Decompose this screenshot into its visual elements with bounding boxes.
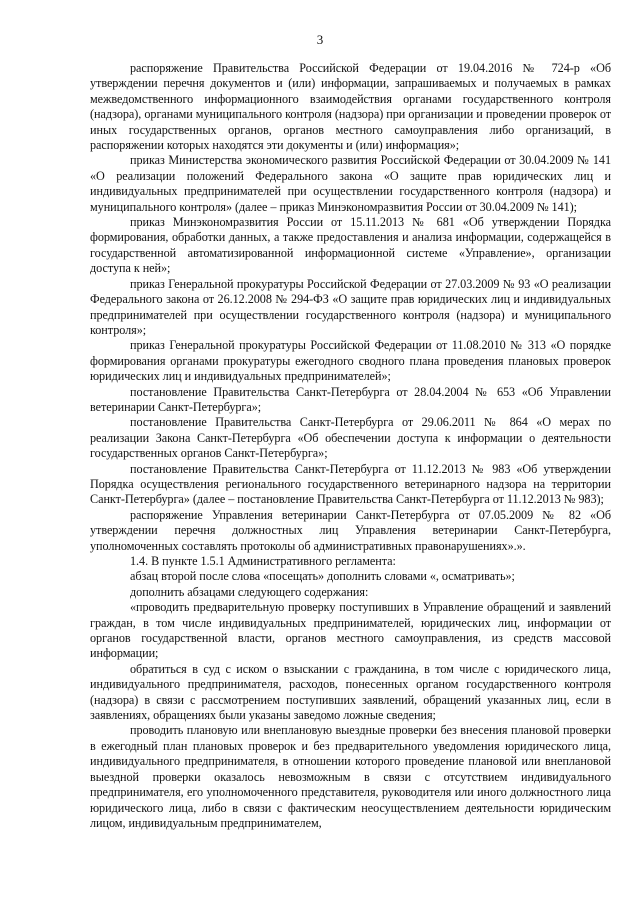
paragraph-predvaritelnaya-proverka: «проводить предварительную проверку поступивших в Управление обращений и заявлений граждан, в том числе индивидуальных предпринимателей, юридических лиц, информации от органов государственной власти, органов местного самоуправления, из средств массовой информации; (90, 600, 611, 661)
paragraph-prikaz-141: приказ Министерства экономического развития Российской Федерации от 30.04.2009 № 141 «О реализации положений Федерального закона «О защите прав юридических лиц и индивидуальных предпринимателей при осуществлении государственного контроля (надзора) и муниципального контроля» (далее – приказ Минэкономразвития России от 30.04.2009 № 141); (90, 153, 611, 214)
paragraph-dopolnit: дополнить абзацами следующего содержания: (130, 584, 369, 599)
document-body (90, 61, 611, 831)
paragraph-postanovlenie-983: постановление Правительства Санкт-Петербурга от 11.12.2013 № 983 «Об утверждении Порядка осуществления регионального государственного ветеринарного надзора на территории Санкт-Петербурга» (далее – постановление Правительства Санкт-Петербурга от 11.12.2013 № 983); (90, 461, 611, 507)
paragraph-prikaz-313: приказ Генеральной прокуратуры Российской Федерации от 11.08.2010 № 313 «О порядке формирования органами прокуратуры ежегодного сводного плана проведения плановых проверок юридических лиц и индивидуальных предпринимателей»; (90, 338, 611, 384)
paragraph-postanovlenie-864: постановление Правительства Санкт-Петербурга от 29.06.2011 № 864 «О мерах по реализации Закона Санкт-Петербурга «Об обеспечении доступа к информации о деятельности государственных органов Санкт-Петербурга»; (90, 415, 611, 461)
paragraph-prikaz-681: приказ Минэкономразвития России от 15.11.2013 № 681 «Об утверждении Порядка формирования, обработки данных, а также предоставления и анализа информации, содержащейся в государственной автоматизированной информационной системе «Управление», организации доступа к ней»; (90, 215, 611, 276)
paragraph-abzac-vtoroy: абзац второй после слова «посещать» дополнить словами «, осматривать»; (130, 569, 515, 584)
paragraph-postanovlenie-653: постановление Правительства Санкт-Петербурга от 28.04.2004 № 653 «Об Управлении ветеринарии Санкт-Петербурга»; (90, 384, 611, 414)
paragraph-rasporyazhenie-724: распоряжение Правительства Российской Федерации от 19.04.2016 № 724-р «Об утверждении перечня документов и (или) информации, запрашиваемых и получаемых в рамках межведомственного информационного взаимодействия органами государственного контроля (надзора), органами муниципального контроля (надзора) при организации и проведении проверок от иных государственных органов, органов местного самоуправления либо организаций, в распоряжении которых находятся эти документы и (или) информация»; (90, 61, 611, 153)
paragraph-prikaz-93: приказ Генеральной прокуратуры Российской Федерации от 27.03.2009 № 93 «О реализации Федерального закона от 26.12.2008 № 294-ФЗ «О защите прав юридических лиц и индивидуальных предпринимателей при осуществлении государственного контроля (надзора) и муниципального контроля»; (90, 276, 611, 337)
page-number: 3 (316, 32, 324, 47)
paragraph-item-1-4: 1.4. В пункте 1.5.1 Административного регламента: (130, 554, 396, 568)
paragraph-provodit-proverki: проводить плановую или внеплановую выездные проверки без внесения плановой проверки в ежегодный план плановых проверок и без предварительного уведомления юридического лица, индивидуального предпринимателя, в отношении которого проведение плановой или внеплановой выездной проверки оказалось невозможным в связи с отсутствием индивидуального предпринимателя, его уполномоченного представителя, руководителя или иного должностного лица юридического лица, либо в связи с фактическим неосуществлением деятельности юридическим лицом, индивидуальным предпринимателем, (90, 723, 611, 830)
paragraph-obratitsya-v-sud: обратиться в суд с иском о взыскании с гражданина, в том числе с юридического лица, индивидуального предпринимателя, расходов, понесенных органом государственного контроля (надзора) в связи с рассмотрением поступивших заявлений, обращений указанных лиц, если в заявлениях, обращениях были указаны заведомо ложные сведения; (90, 661, 611, 723)
paragraph-rasporyazhenie-82: распоряжение Управления ветеринарии Санкт-Петербурга от 07.05.2009 № 82 «Об утверждении перечня должностных лиц Управления ветеринарии Санкт-Петербурга, уполномоченных составлять протоколы об административных правонарушениях».». (90, 507, 611, 553)
